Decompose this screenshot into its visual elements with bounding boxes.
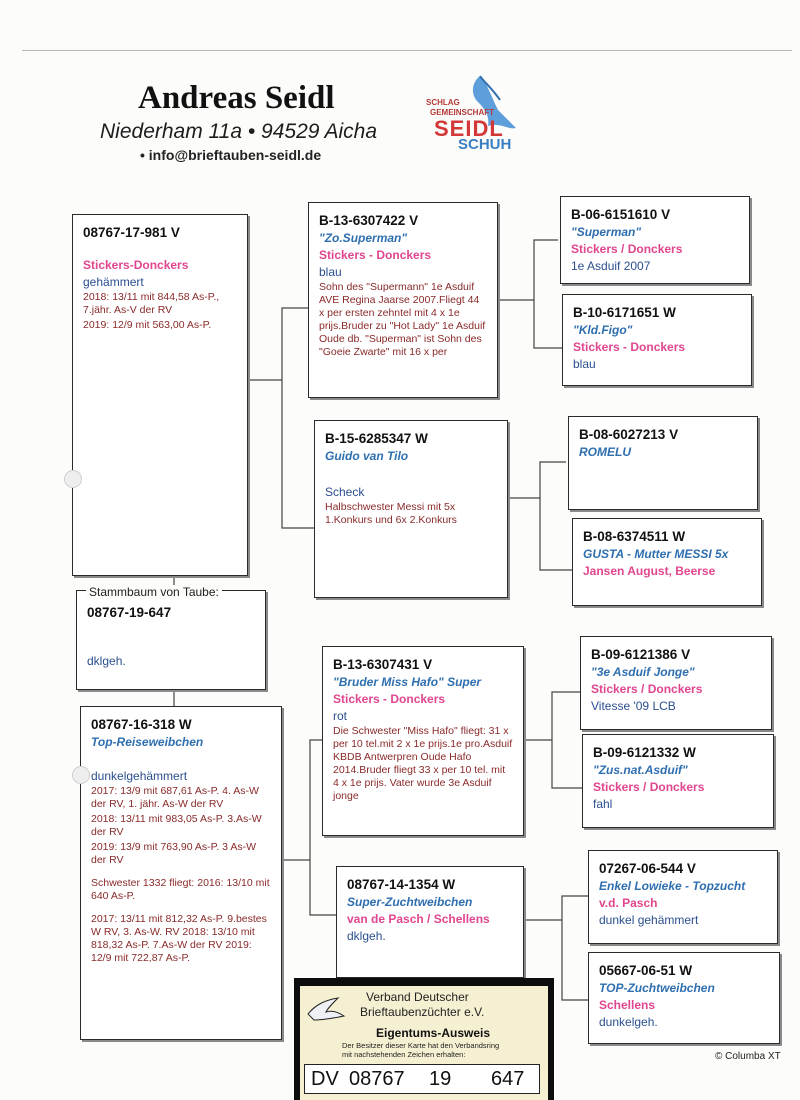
father-breed: Stickers-Donckers bbox=[83, 258, 189, 272]
ownership-card bbox=[294, 978, 554, 1100]
mff-ring: B-09-6121386 V bbox=[591, 647, 691, 662]
fff-card[interactable] bbox=[560, 196, 750, 284]
mother-note-1: 2017: 13/9 mit 687,61 As-P. 4. As-W der RV, 1. jähr. As-W der RV bbox=[91, 785, 259, 811]
breeder-name: Andreas Seidl bbox=[138, 80, 335, 116]
punch-hole-1 bbox=[64, 470, 82, 488]
breeder-email: • info@brieftauben-seidl.de bbox=[140, 147, 322, 163]
subject-ring: 08767-19-647 bbox=[87, 605, 172, 620]
mother-ring: 08767-16-318 W bbox=[91, 717, 192, 732]
mf-note: Die Schwester "Miss Hafo" fliegt: 31 x per 10 tel.mit 2 x 1e prijs.1e pro.Asduif KBDB Antwerpren Oude Hafo 2014.Bruder fliegt 33 x per 10 tel. mit 4 x 1e prijs. Vater wurde 3e Asduif jonge bbox=[333, 725, 513, 803]
mm-breed: van de Pasch / Schellens bbox=[347, 912, 490, 926]
fmm-breed: Jansen August, Beerse bbox=[583, 564, 716, 578]
mfm-card[interactable] bbox=[582, 734, 774, 828]
mm-name: Super-Zuchtweibchen bbox=[347, 895, 473, 909]
mf-ring: B-13-6307431 V bbox=[333, 657, 433, 672]
fff-color: 1e Asduif 2007 bbox=[571, 259, 651, 273]
fff-breed: Stickers / Donckers bbox=[571, 242, 683, 256]
father-note-1: 2018: 13/11 mit 844,58 As-P., 7.jähr. As-V der RV bbox=[83, 291, 220, 317]
mother-card[interactable] bbox=[80, 706, 282, 1040]
logo-text-1: SCHLAG bbox=[426, 98, 460, 107]
fmf-card[interactable] bbox=[568, 416, 758, 510]
mfm-color: fahl bbox=[593, 797, 613, 811]
dove-icon bbox=[304, 990, 348, 1028]
mmf-name: Enkel Lowieke - Topzucht bbox=[599, 879, 746, 893]
father-note-2: 2019: 12/9 mit 563,00 As-P. bbox=[83, 319, 212, 332]
mfm-breed: Stickers / Donckers bbox=[593, 780, 705, 794]
breeder-address: Niederham 11a • 94529 Aicha bbox=[100, 120, 378, 143]
fff-name: "Superman" bbox=[571, 225, 642, 239]
ring-number: 647 bbox=[491, 1068, 525, 1090]
mff-breed: Stickers / Donckers bbox=[591, 682, 703, 696]
ff-breed: Stickers - Donckers bbox=[319, 248, 432, 262]
mff-card[interactable] bbox=[580, 636, 772, 730]
ff-color: blau bbox=[319, 265, 342, 279]
ffm-breed: Stickers - Donckers bbox=[573, 340, 686, 354]
fm-note: Halbschwester Messi mit 5x 1.Konkurs und 6x 2.Konkurs bbox=[325, 501, 457, 527]
ring-number-box bbox=[304, 1064, 540, 1094]
mmm-name: TOP-Zuchtweibchen bbox=[599, 981, 715, 995]
ffm-name: "Kld.Figo" bbox=[573, 323, 633, 337]
badge-org-line1: Verband Deutscher bbox=[366, 990, 469, 1004]
copyright-footer: © Columba XT bbox=[715, 1051, 781, 1062]
fm-color: Scheck bbox=[325, 485, 365, 499]
ring-year: 19 bbox=[429, 1068, 452, 1090]
grandmother-paternal-card[interactable] bbox=[314, 420, 508, 598]
mm-ring: 08767-14-1354 W bbox=[347, 877, 456, 892]
mff-color: Vitesse '09 LCB bbox=[591, 699, 676, 713]
mmf-ring: 07267-06-544 V bbox=[599, 861, 696, 876]
mmm-ring: 05667-06-51 W bbox=[599, 963, 693, 978]
mother-note-2: 2018: 13/11 mit 983,05 As-P. 3.As-W der RV bbox=[91, 813, 262, 839]
fmf-ring: B-08-6027213 V bbox=[579, 427, 679, 442]
fmm-card[interactable] bbox=[572, 518, 762, 606]
mother-color: dunkelgehämmert bbox=[91, 769, 188, 783]
mother-note-4: Schwester 1332 fliegt: 2016: 13/10 mit 640 As-P. bbox=[91, 877, 270, 903]
ff-name: "Zo.Superman" bbox=[319, 231, 408, 245]
mf-breed: Stickers - Donckers bbox=[333, 692, 446, 706]
ffm-color: blau bbox=[573, 357, 596, 371]
ffm-ring: B-10-6171651 W bbox=[573, 305, 676, 320]
ring-dv: DV bbox=[311, 1068, 339, 1090]
fmm-ring: B-08-6374511 W bbox=[583, 529, 686, 544]
badge-title: Eigentums-Ausweis bbox=[376, 1026, 491, 1040]
mother-note-5: 2017: 13/11 mit 812,32 As-P. 9.bestes W RV, 3. As-W. RV 2018: 13/10 mit 818,32 As-P. 7.As-W der RV 2019: 12/9 mit 722,87 As-P. bbox=[91, 913, 267, 965]
mmm-color: dunkelgeh. bbox=[599, 1015, 658, 1029]
father-color: gehämmert bbox=[83, 275, 144, 289]
mmm-card[interactable] bbox=[588, 952, 780, 1044]
mf-color: rot bbox=[333, 709, 348, 723]
fmf-name: ROMELU bbox=[579, 445, 631, 459]
pedigree-label: Stammbaum von Taube: bbox=[86, 585, 222, 599]
punch-hole-2 bbox=[72, 766, 90, 784]
mmm-breed: Schellens bbox=[599, 998, 656, 1012]
mm-color: dklgeh. bbox=[347, 929, 386, 943]
logo-text-2: GEMEINSCHAFT bbox=[430, 108, 494, 117]
father-ring: 08767-17-981 V bbox=[83, 225, 180, 240]
ff-note: Sohn des "Supermann" 1e Asduif AVE Regina Jaarse 2007.Fliegt 44 x per ersten zehntel mit 4 x 1e prijs.Bruder zu "Hot Lady" 1e Asduif Oude db. "Superman" ist Sohn des "Goeie Zwarte" mit 16 x per bbox=[319, 281, 486, 359]
badge-subtitle-1: Der Besitzer dieser Karte hat den Verbandsring bbox=[342, 1041, 500, 1050]
mf-name: "Bruder Miss Hafo" Super bbox=[333, 675, 482, 689]
badge-subtitle-2: mit nachstehenden Zeichen erhalten: bbox=[342, 1050, 466, 1059]
mother-note-3: 2019: 13/9 mit 763,90 As-P. 3 As-W der RV bbox=[91, 841, 256, 867]
badge-org-line2: Brieftaubenzüchter e.V. bbox=[360, 1005, 485, 1019]
logo-text-3: SEIDL bbox=[434, 116, 504, 141]
grandfather-paternal-card[interactable] bbox=[308, 202, 498, 398]
mfm-ring: B-09-6121332 W bbox=[593, 745, 696, 760]
mother-name: Top-Reiseweibchen bbox=[91, 735, 204, 749]
mff-name: "3e Asduif Jonge" bbox=[591, 665, 695, 679]
ff-ring: B-13-6307422 V bbox=[319, 213, 419, 228]
mmf-color: dunkel gehämmert bbox=[599, 913, 699, 927]
father-card[interactable] bbox=[72, 214, 248, 576]
mmf-breed: v.d. Pasch bbox=[599, 896, 658, 910]
mmf-card[interactable] bbox=[588, 850, 778, 944]
subject-color: dklgeh. bbox=[87, 654, 126, 668]
logo-text-4: SCHUH bbox=[458, 136, 512, 153]
ring-club: 08767 bbox=[349, 1068, 405, 1090]
grandfather-maternal-card[interactable] bbox=[322, 646, 524, 836]
grandmother-maternal-card[interactable] bbox=[336, 866, 524, 978]
fm-ring: B-15-6285347 W bbox=[325, 431, 428, 446]
mfm-name: "Zus.nat.Asduif" bbox=[593, 763, 688, 777]
fm-name: Guido van Tilo bbox=[325, 449, 409, 463]
ffm-card[interactable] bbox=[562, 294, 752, 386]
subject-card[interactable] bbox=[76, 590, 266, 690]
fff-ring: B-06-6151610 V bbox=[571, 207, 671, 222]
fmm-name: GUSTA - Mutter MESSI 5x bbox=[583, 547, 729, 561]
